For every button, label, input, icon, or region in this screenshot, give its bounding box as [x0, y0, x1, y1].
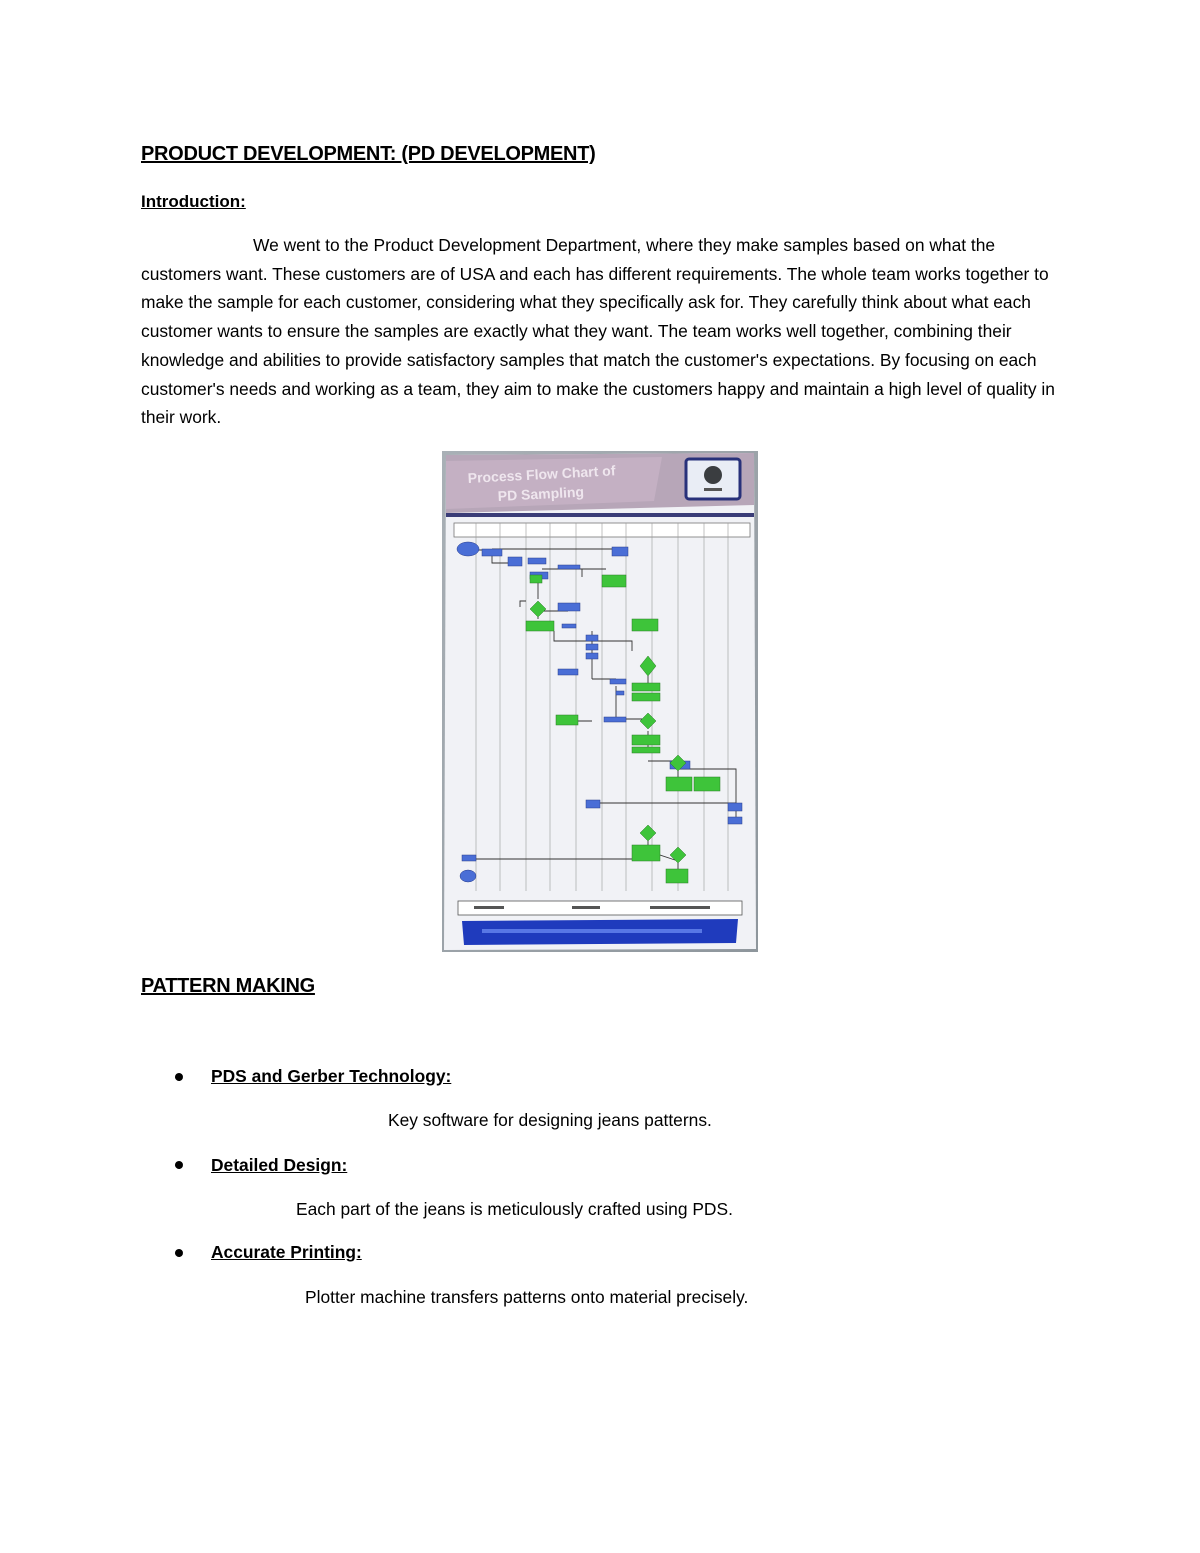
bullet-icon — [174, 1072, 184, 1082]
bullet-description: Plotter machine transfers patterns onto material precisely. — [305, 1287, 749, 1307]
bullet-icon — [174, 1248, 184, 1258]
bullet-icon — [174, 1160, 184, 1170]
bullet-description: Key software for designing jeans patterns. — [388, 1110, 712, 1130]
chart-title-line2: PD Sampling — [497, 483, 585, 504]
pattern-making-heading: PATTERN MAKING — [141, 975, 315, 997]
bullet-title: PDS and Gerber Technology: — [211, 1066, 452, 1086]
page-title: PRODUCT DEVELOPMENT: (PD DEVELOPMENT) — [141, 143, 596, 165]
bullet-description: Each part of the jeans is meticulously crafted using PDS. — [296, 1199, 733, 1219]
chart-title-line1: Process Flow Chart of — [467, 462, 616, 486]
bullet-title: Accurate Printing: — [211, 1242, 362, 1262]
introduction-heading: Introduction: — [141, 192, 246, 211]
process-flow-chart-photo — [442, 451, 758, 952]
bullet-title: Detailed Design: — [211, 1155, 348, 1175]
introduction-paragraph: We went to the Product Development Department, where they make samples based on what the customers want. These customers are of USA and each has different requirements. The whole team works together to make the sample for each customer, considering what they specifically ask for. They carefully think about what each customer wants to ensure the samples are exactly what they want. The team works well together, combining their knowledge and abilities to provide satisfactory samples that match the customer's expectations. By focusing on each customer's needs and working as a team, they aim to make the customers happy and maintain a high level of quality in their work. — [141, 235, 1055, 428]
